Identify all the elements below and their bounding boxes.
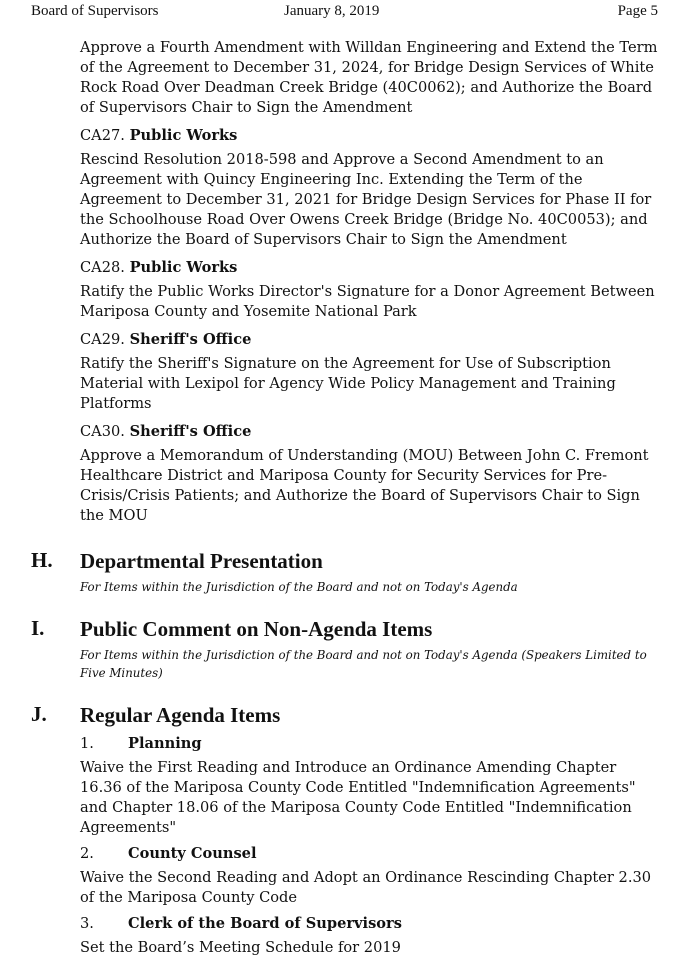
regular-item-3 bbox=[80, 914, 658, 958]
consent-item-code: CA29. bbox=[80, 331, 125, 348]
section-i bbox=[31, 616, 658, 682]
section-title: Public Comment on Non-Agenda Items bbox=[80, 617, 433, 641]
consent-item-dept: Public Works bbox=[129, 259, 238, 276]
consent-item-label bbox=[80, 126, 658, 146]
regular-item-dept: County Counsel bbox=[128, 845, 257, 862]
consent-item-text: Ratify the Sheriff's Signature on the Agreement for Use of Subscription Material with Lexipol for Agency Wide Policy Management and Training Platforms bbox=[80, 355, 616, 412]
regular-item-dept: Clerk of the Board of Supervisors bbox=[128, 915, 402, 932]
regular-item-text: Waive the Second Reading and Adopt an Ordinance Rescinding Chapter 2.30 of the Mariposa County Code bbox=[80, 869, 652, 906]
consent-item-label bbox=[80, 330, 658, 350]
consent-item-ca26-text: Approve a Fourth Amendment with Willdan Engineering and Extend the Term of the Agreement to December 31, 2024, for Bridge Design Services of White Rock Road Over Deadman Creek Bridge (40C0062); and Authorize the Board of Supervisors Chair to Sign the Amendment bbox=[80, 39, 658, 116]
agenda-content bbox=[31, 38, 658, 958]
consent-item-code: CA30. bbox=[80, 423, 125, 440]
section-h bbox=[31, 548, 658, 596]
section-letter: I. bbox=[31, 616, 45, 640]
section-j bbox=[31, 702, 658, 958]
regular-item-number: 1. bbox=[80, 735, 94, 752]
consent-item-code: CA28. bbox=[80, 259, 125, 276]
section-title: Regular Agenda Items bbox=[80, 703, 281, 727]
regular-item-label bbox=[80, 914, 658, 934]
regular-item-dept: Planning bbox=[128, 735, 202, 752]
section-subtitle: For Items within the Jurisdiction of the Board and not on Today's Agenda bbox=[80, 580, 518, 594]
header-date: January 8, 2019 bbox=[284, 3, 380, 19]
section-letter: J. bbox=[31, 702, 47, 726]
regular-item-number: 2. bbox=[80, 845, 94, 862]
section-letter: H. bbox=[31, 548, 53, 572]
consent-item-dept: Sheriff's Office bbox=[129, 423, 252, 440]
consent-item-ca28 bbox=[80, 258, 658, 322]
regular-item-label bbox=[80, 844, 658, 864]
consent-item-ca27 bbox=[80, 126, 658, 250]
regular-item-number: 3. bbox=[80, 915, 94, 932]
consent-item-text: Rescind Resolution 2018-598 and Approve a Second Amendment to an Agreement with Quincy Engineering Inc. Extending the Term of the Agreement to December 31, 2021 for Bridge Design Services for Phase II for the Schoolhouse Road Over Owens Creek Bridge (Bridge No. 40C0053); and Authorize the Board of Supervisors Chair to Sign the Amendment bbox=[80, 151, 652, 248]
regular-item-text: Waive the First Reading and Introduce an Ordinance Amending Chapter 16.36 of the Mariposa County Code Entitled "Indemnification Agreements" and Chapter 18.06 of the Mariposa County Code Entitled "Indemnification Agreements" bbox=[80, 759, 636, 836]
regular-item-label bbox=[80, 734, 658, 754]
section-title: Departmental Presentation bbox=[80, 549, 323, 573]
consent-item-dept: Sheriff's Office bbox=[129, 331, 252, 348]
consent-item-text: Approve a Memorandum of Understanding (MOU) Between John C. Fremont Healthcare District and Mariposa County for Security Services for Pre-Crisis/Crisis Patients; and Authorize the Board of Supervisors Chair to Sign the MOU bbox=[80, 447, 649, 524]
section-subtitle: For Items within the Jurisdiction of the Board and not on Today's Agenda (Speakers Limited to Five Minutes) bbox=[80, 648, 647, 680]
consent-item-dept: Public Works bbox=[129, 127, 238, 144]
consent-item-ca29 bbox=[80, 330, 658, 414]
header-page-number: Page 5 bbox=[617, 3, 658, 19]
regular-item-1 bbox=[80, 734, 658, 838]
regular-item-2 bbox=[80, 844, 658, 908]
header-board-name: Board of Supervisors bbox=[31, 3, 159, 19]
consent-item-ca30 bbox=[80, 422, 658, 526]
consent-item-text: Ratify the Public Works Director's Signature for a Donor Agreement Between Mariposa County and Yosemite National Park bbox=[80, 283, 655, 320]
consent-item-code: CA27. bbox=[80, 127, 125, 144]
page-header bbox=[31, 3, 658, 25]
consent-item-label bbox=[80, 258, 658, 278]
regular-item-text: Set the Board’s Meeting Schedule for 2019 bbox=[80, 939, 401, 956]
consent-item-label bbox=[80, 422, 658, 442]
